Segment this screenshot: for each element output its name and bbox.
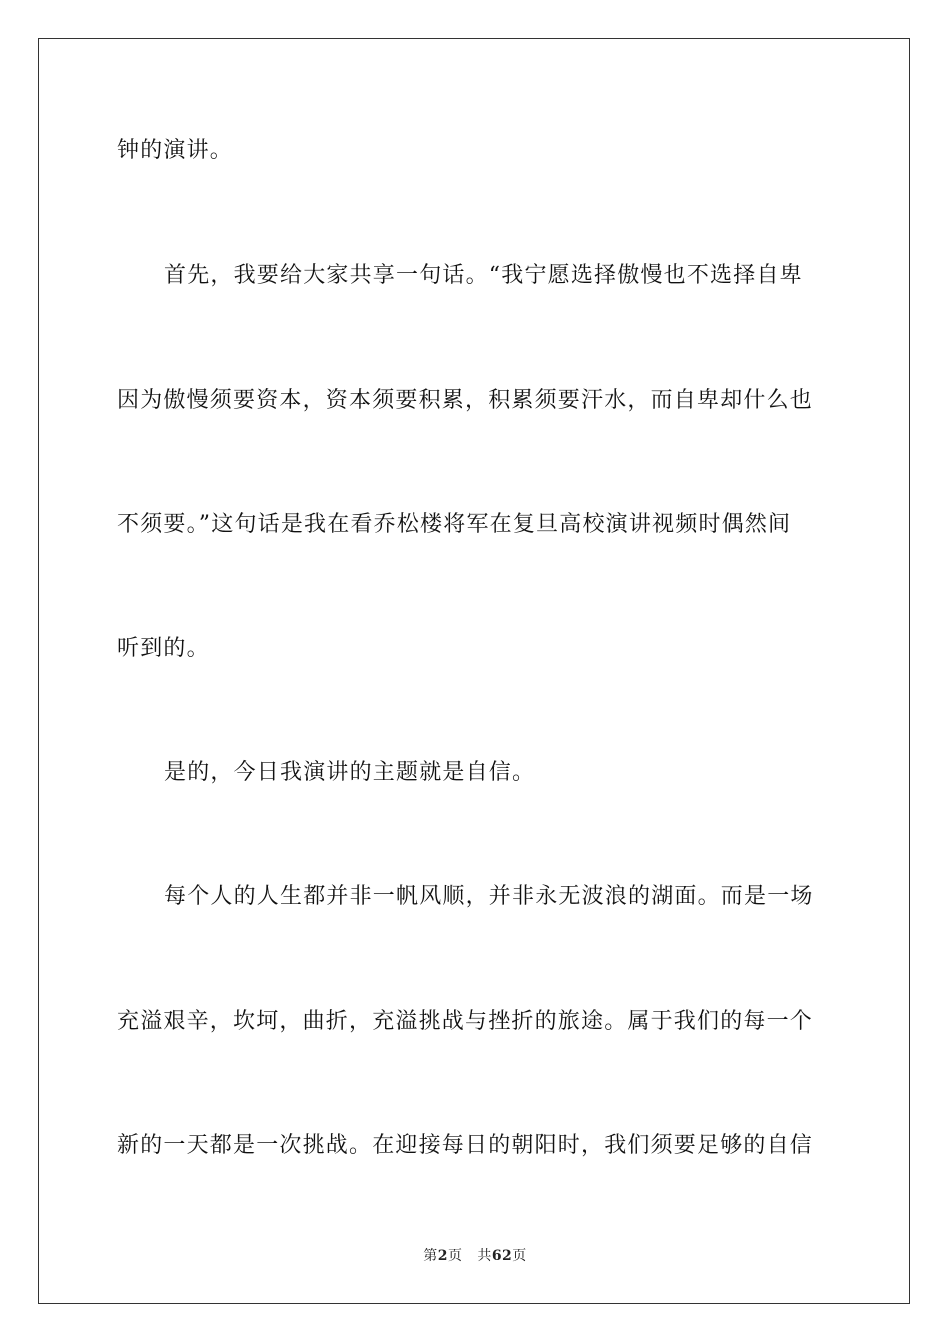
page-border [38,38,910,1304]
paragraph-line: 听到的。 [117,636,210,661]
text-line-1: 钟的演讲。 [117,138,234,163]
paragraph-line: 首先，我要给大家共享一句话。“我宁愿选择傲慢也不选择自卑 [164,263,803,288]
paragraph-line: 新的一天都是一次挑战。在迎接每日的朝阳时，我们须要足够的自信 [117,1133,814,1158]
page-footer [0,1246,950,1266]
paragraph-line: 是的，今日我演讲的主题就是自信。 [164,760,536,785]
paragraph-line: 因为傲慢须要资本，资本须要积累，积累须要汗水，而自卑却什么也 [117,388,814,413]
total-page-count: 62 [491,1248,513,1264]
current-page-number: 2 [437,1248,448,1264]
paragraph-line: 不须要。”这句话是我在看乔松楼将军在复旦高校演讲视频时偶然间 [117,512,792,537]
footer-prefix: 第 [423,1248,438,1264]
paragraph-line: 每个人的人生都并非一帆风顺，并非永无波浪的湖面。而是一场 [164,884,814,909]
footer-total-prefix: 共 [477,1248,492,1264]
paragraph-line: 充溢艰辛，坎坷，曲折，充溢挑战与挫折的旅途。属于我们的每一个 [117,1009,814,1034]
footer-total-suffix: 页 [512,1248,527,1264]
footer-page-suffix: 页 [447,1248,463,1264]
